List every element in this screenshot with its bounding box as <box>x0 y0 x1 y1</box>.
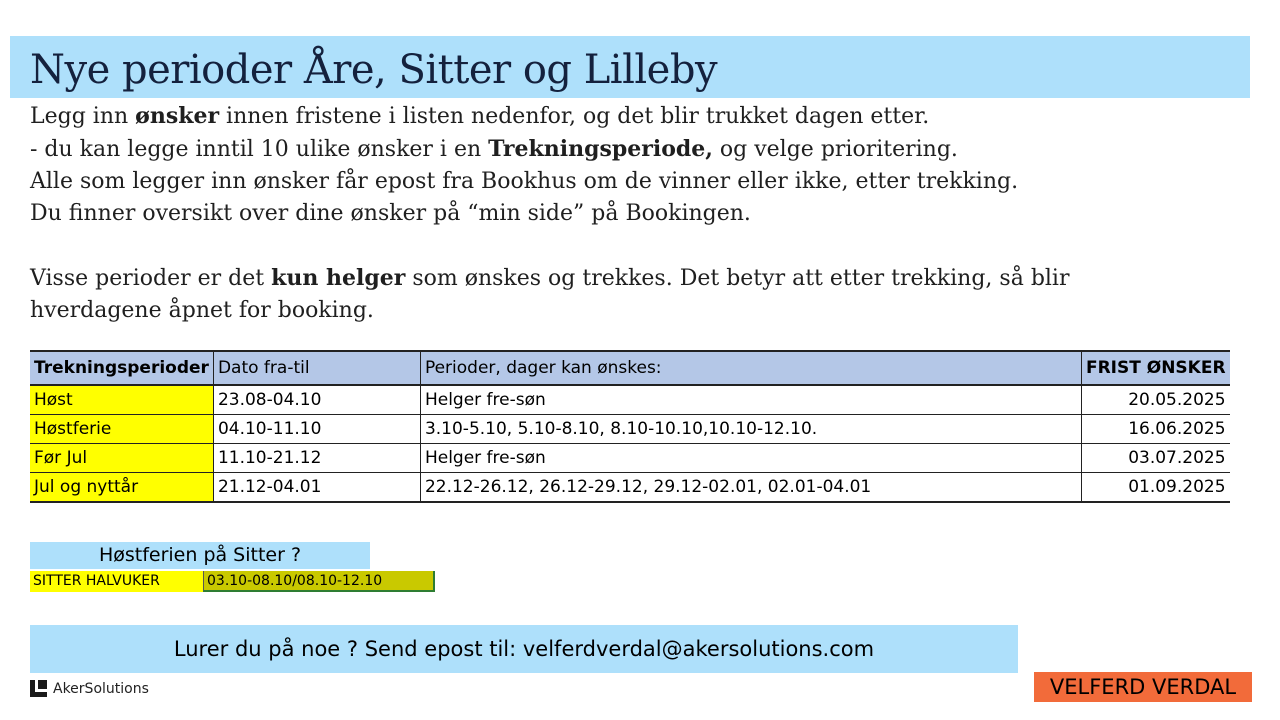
table-row <box>30 415 1230 444</box>
intro-line: hverdagene åpnet for booking. <box>30 298 374 323</box>
cell-deadline: 01.09.2025 <box>1081 473 1229 503</box>
header-frist: FRIST ØNSKER <box>1081 351 1229 385</box>
bold-text: kun helger <box>271 265 406 291</box>
table-row <box>30 385 1230 415</box>
velferd-verdal-badge: VELFERD VERDAL <box>1034 672 1252 702</box>
cell-deadline: 03.07.2025 <box>1081 444 1229 473</box>
text: innen fristene i listen nedenfor, og det blir trukket dagen etter. <box>219 104 930 129</box>
cell-dates: 23.08-04.10 <box>213 385 420 415</box>
cell-period: Før Jul <box>30 444 213 473</box>
bold-text: Trekningsperiode, <box>488 136 713 162</box>
contact-banner: Lurer du på noe ? Send epost til: velferdverdal@akersolutions.com <box>30 625 1018 673</box>
table-row <box>30 473 1230 503</box>
table-header-row <box>30 351 1230 385</box>
spacer <box>30 230 1230 262</box>
cell-dates: 04.10-11.10 <box>213 415 420 444</box>
cell-deadline: 16.06.2025 <box>1081 415 1229 444</box>
page-title: Nye perioder Åre, Sitter og Lilleby <box>30 47 718 93</box>
header-trekningsperioder: Trekningsperioder <box>30 351 213 385</box>
text: Legg inn <box>30 104 136 129</box>
cell-period: Høst <box>30 385 213 415</box>
intro-line: Alle som legger inn ønsker får epost fra Bookhus om de vinner eller ikke, etter trekking. <box>30 169 1019 194</box>
cell-days: 3.10-5.10, 5.10-8.10, 8.10-10.10,10.10-12.10. <box>420 415 1081 444</box>
aker-solutions-logo <box>30 680 149 697</box>
sitter-row <box>30 571 435 592</box>
cell-deadline: 20.05.2025 <box>1081 385 1229 415</box>
intro-line <box>30 262 1230 295</box>
text: som ønskes og trekkes. Det betyr att etter trekking, så blir <box>405 266 1070 291</box>
cell-days: Helger fre-søn <box>420 444 1081 473</box>
cell-days: 22.12-26.12, 26.12-29.12, 29.12-02.01, 02.01-04.01 <box>420 473 1081 503</box>
aker-solutions-logo-icon <box>30 680 47 697</box>
logo-text: AkerSolutions <box>53 680 149 697</box>
cell-dates: 21.12-04.01 <box>213 473 420 503</box>
table-row <box>30 444 1230 473</box>
cell-dates: 11.10-21.12 <box>213 444 420 473</box>
header-dato: Dato fra-til <box>213 351 420 385</box>
intro-text <box>30 100 1230 327</box>
text: - du kan legge inntil 10 ulike ønsker i en <box>30 137 489 162</box>
cell-period: Høstferie <box>30 415 213 444</box>
header-perioder: Perioder, dager kan ønskes: <box>420 351 1081 385</box>
intro-line <box>30 133 1230 166</box>
sitter-value: 03.10-08.10/08.10-12.10 <box>203 571 435 592</box>
intro-line: Du finner oversikt over dine ønsker på “min side” på Bookingen. <box>30 201 751 226</box>
sitter-heading: Høstferien på Sitter ? <box>30 542 370 569</box>
bold-text: ønsker <box>135 103 220 129</box>
periods-table <box>30 350 1230 503</box>
cell-period: Jul og nyttår <box>30 473 213 503</box>
text: Visse perioder er det <box>30 266 272 291</box>
intro-line <box>30 100 1230 133</box>
cell-days: Helger fre-søn <box>420 385 1081 415</box>
sitter-label: SITTER HALVUKER <box>30 571 203 592</box>
text: og velge prioritering. <box>712 137 958 162</box>
